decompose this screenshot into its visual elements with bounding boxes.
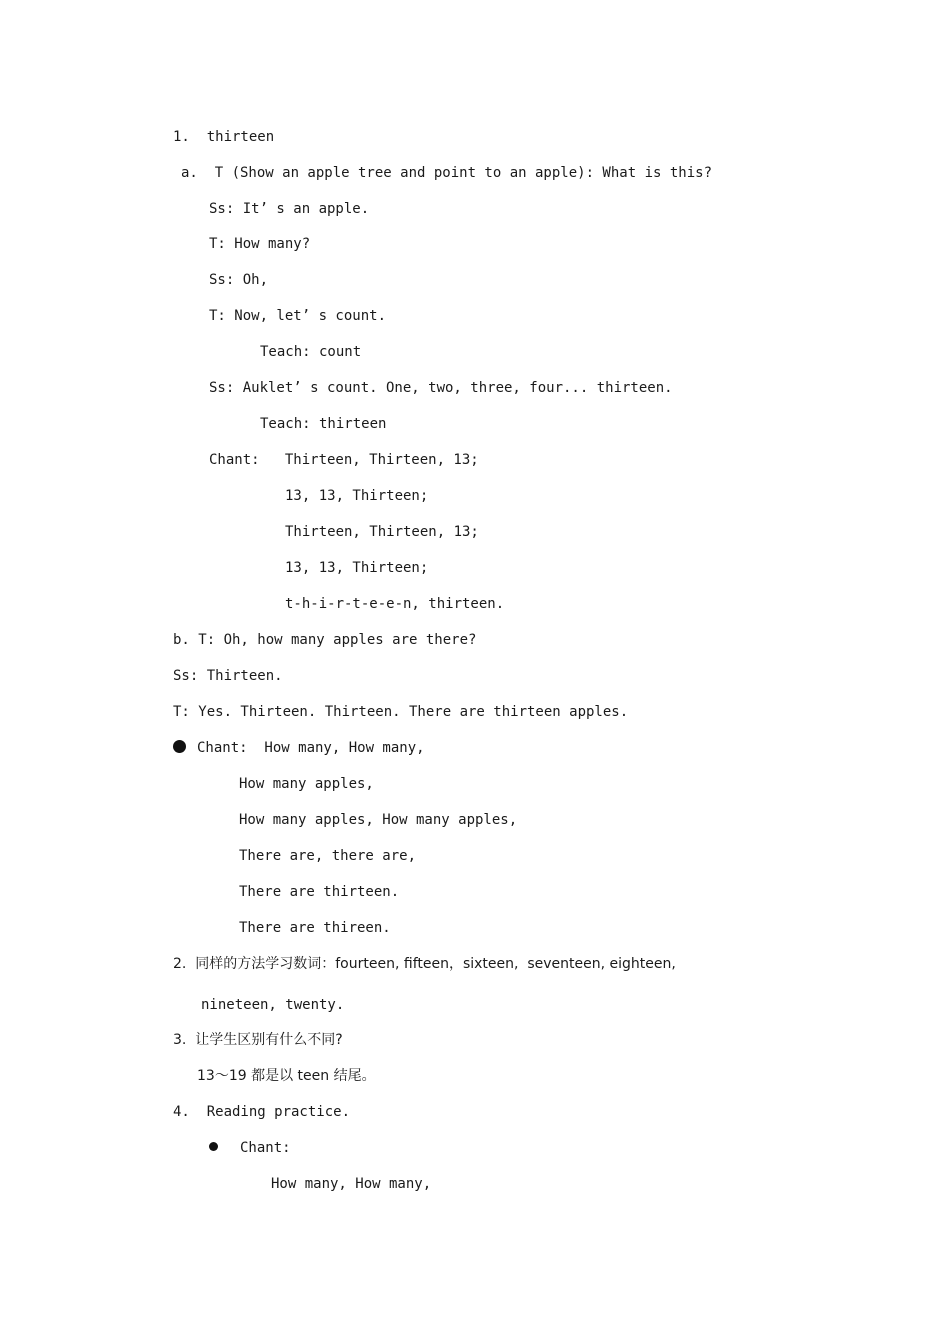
bullet-icon xyxy=(209,1139,218,1157)
text-line: T: Yes. Thirteen. Thirteen. There are thirteen apples. xyxy=(173,704,629,720)
text-line: Teach: thirteen xyxy=(260,416,387,432)
bullet-icon xyxy=(173,739,186,757)
text-line: How many apples, xyxy=(239,776,374,792)
text-line: How many apples, How many apples, xyxy=(239,812,518,828)
text-line: Chant: Thirteen, Thirteen, 13; xyxy=(209,452,479,468)
text-line: Ss: Auklet’ s count. One, two, three, four... thirteen. xyxy=(209,380,673,396)
text-line: Chant: How many, How many, xyxy=(197,740,425,756)
text-line: Chant: xyxy=(240,1140,291,1156)
text-line: T: How many? xyxy=(209,236,311,252)
text-line: nineteen, twenty. xyxy=(201,997,345,1013)
text-line: 1. thirteen xyxy=(173,129,275,145)
text-line: 3. 让学生区别有什么不同? xyxy=(173,1032,343,1048)
text-line: T: Now, let’ s count. xyxy=(209,308,387,324)
text-line: There are, there are, xyxy=(239,848,417,864)
text-line: Ss: Thirteen. xyxy=(173,668,283,684)
text-line: b. T: Oh, how many apples are there? xyxy=(173,632,477,648)
text-line: Thirteen, Thirteen, 13; xyxy=(285,524,479,540)
text-line: 13～19 都是以 teen 结尾。 xyxy=(197,1068,376,1084)
text-line: Ss: Oh, xyxy=(209,272,269,288)
text-line: There are thirteen. xyxy=(239,884,400,900)
text-line: a. T (Show an apple tree and point to an apple): What is this? xyxy=(181,165,713,181)
text-line: t-h-i-r-t-e-e-n, thirteen. xyxy=(285,596,505,612)
text-line: 4. Reading practice. xyxy=(173,1104,351,1120)
text-line: 2. 同样的方法学习数词：fourteen, fifteen，sixteen, seventeen, eighteen, xyxy=(173,956,676,972)
text-line: There are thireen. xyxy=(239,920,391,936)
text-line: 13, 13, Thirteen; xyxy=(285,560,429,576)
text-line: Teach: count xyxy=(260,344,362,360)
text-line: 13, 13, Thirteen; xyxy=(285,488,429,504)
text-line: How many, How many, xyxy=(271,1176,432,1192)
text-line: Ss: It’ s an apple. xyxy=(209,201,370,217)
